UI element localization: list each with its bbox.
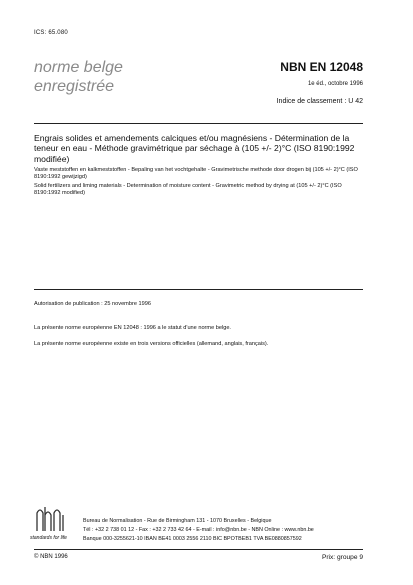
logo-caption: standards for life xyxy=(30,535,67,541)
document-title-en: Solid fertilizers and liming materials - Determination of moisture content - Gravimetric method by drying at (105 +/- 2)°C (ISO 8190:1992 modified) xyxy=(34,183,342,197)
classification-index: Indice de classement : U 42 xyxy=(276,98,363,105)
body-divider xyxy=(34,289,363,290)
standard-number: NBN EN 12048 xyxy=(280,60,363,74)
document-title-fr: Engrais solides et amendements calciques et/ou magnésiens - Détermination de la teneur en eau - Méthode gravimétrique par séchage à (105 +/- 2)°C (ISO 8190:1992 modifiée) xyxy=(34,133,355,164)
brand-line-1: norme belge xyxy=(34,59,123,76)
copyright: © NBN 1996 xyxy=(34,554,68,560)
nbn-logo xyxy=(34,503,68,538)
nbn-logo-icon xyxy=(34,503,68,533)
ics-code: ICS: 65.080 xyxy=(34,30,68,36)
footer-contact: Tél : +32 2 738 01 12 - Fax : +32 2 733 42 64 - E-mail : info@nbn.be - NBN Online : www.nbn.be xyxy=(83,527,314,533)
price-group: Prix: groupe 9 xyxy=(321,554,363,561)
footer-bank: Banque 000-3255621-10 IBAN BE41 0003 2556 2110 BIC BPOTBEB1 TVA BE0880857592 xyxy=(83,536,302,542)
brand-line-2: enregistrée xyxy=(34,78,115,95)
edition-date: 1e éd., octobre 1996 xyxy=(307,81,363,87)
document-title-nl: Vaste meststoffen en kalkmeststoffen - Bepaling van het vochtgehalte - Gravimetrische methode door drogen bij (105 +/- 2)°C (ISO 8190:1992 gewijzigd) xyxy=(34,167,358,181)
brand-title xyxy=(34,58,123,96)
header-divider xyxy=(34,123,363,124)
footer-divider xyxy=(34,549,363,550)
status-note: La présente norme européenne EN 12048 : 1996 a le statut d'une norme belge. xyxy=(34,325,231,331)
footer-address: Bureau de Normalisation - Rue de Birmingham 131 - 1070 Bruxelles - Belgique xyxy=(83,518,272,524)
versions-note: La présente norme européenne existe en trois versions officielles (allemand, anglais, français). xyxy=(34,341,269,347)
publication-authorization: Autorisation de publication : 25 novembre 1996 xyxy=(34,301,151,307)
